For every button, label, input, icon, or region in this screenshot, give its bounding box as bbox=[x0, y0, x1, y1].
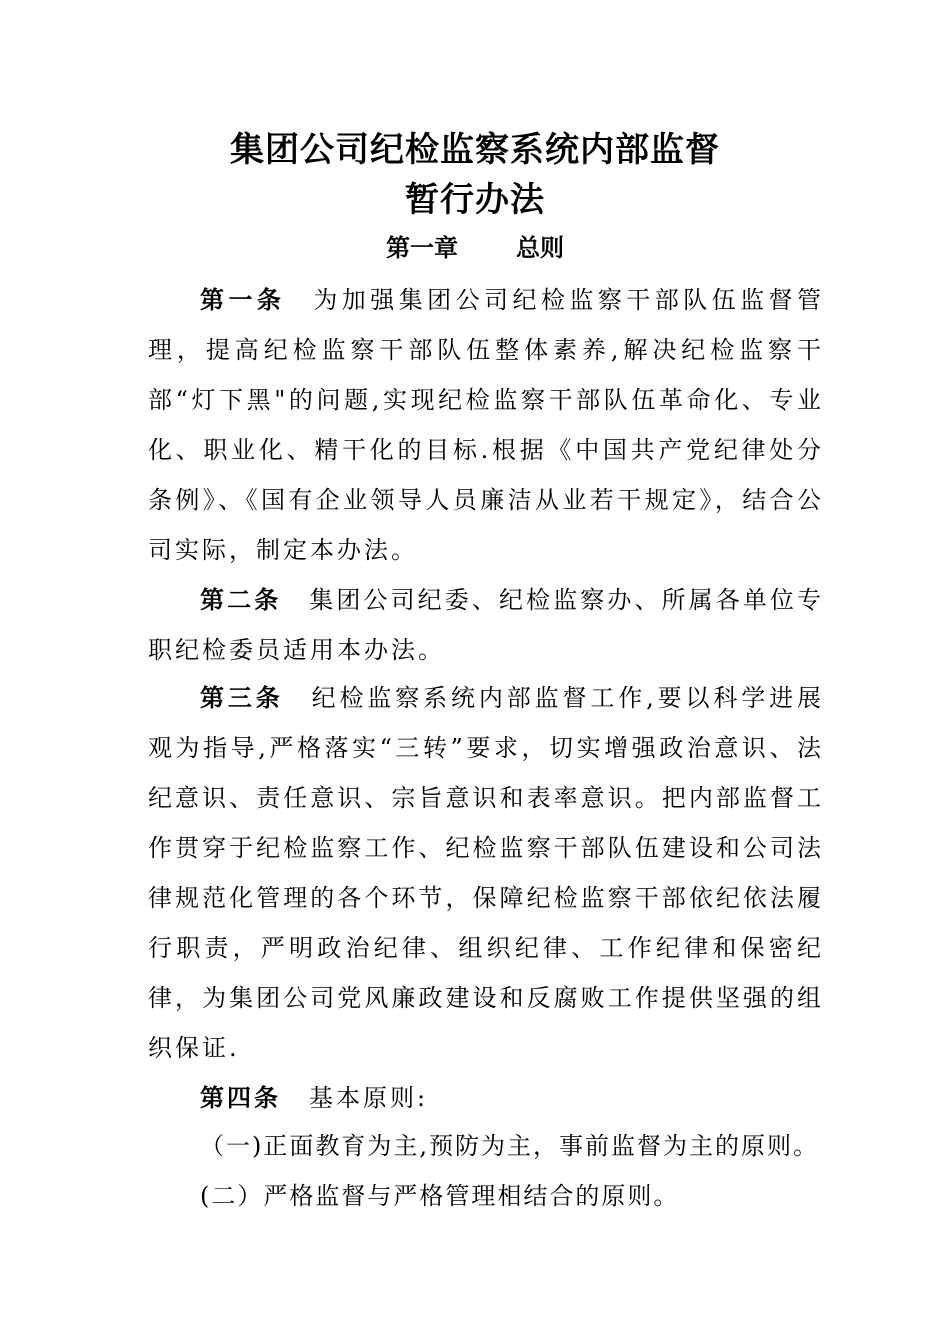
document-title-line-1: 集团公司纪检监察系统内部监督 bbox=[230, 130, 720, 170]
article-heading: 第三条 bbox=[200, 684, 284, 712]
article-3 bbox=[148, 673, 824, 1073]
article-1 bbox=[148, 275, 824, 575]
principle-item-2: (二）严格监督与严格管理相结合的原则。 bbox=[200, 1182, 680, 1210]
chapter-heading bbox=[0, 232, 950, 264]
chapter-name: 总则 bbox=[516, 234, 564, 262]
article-text: 纪检监察系统内部监督工作,要以科学进展观为指导,严格落实“三转”要求，切实增强政治意识、法纪意识、责任意识、宗旨意识和表率意识。把内部监督工作贯穿于纪检监察工作、纪检监察干部队伍建设和公司法律规范化管理的各个环节，保障纪检监察干部依纪依法履行职责，严明政治纪律、组织纪律、工作纪律和保密纪律，为集团公司党风廉政建设和反腐败工作提供坚强的组织保证. bbox=[148, 684, 824, 1062]
chapter-number: 第一章 bbox=[386, 234, 458, 262]
article-2 bbox=[148, 575, 824, 675]
document-title-line-2: 暂行办法 bbox=[405, 180, 545, 220]
article-4 bbox=[148, 1073, 824, 1123]
article-heading: 第一条 bbox=[200, 286, 286, 314]
article-text: 为加强集团公司纪检监察干部队伍监督管理，提高纪检监察干部队伍整体素养,解决纪检监察干部“灯下黑"的问题,实现纪检监察干部队伍革命化、专业化、职业化、精干化的目标.根据《中国共产党纪律处分条例》、《国有企业领导人员廉洁从业若干规定》，结合公司实际，制定本办法。 bbox=[148, 286, 825, 564]
article-text: 基本原则: bbox=[309, 1084, 429, 1112]
article-heading: 第二条 bbox=[200, 586, 282, 614]
article-text: 集团公司纪委、纪检监察办、所属各单位专职纪检委员适用本办法。 bbox=[148, 586, 825, 664]
article-heading: 第四条 bbox=[200, 1084, 281, 1112]
principle-item-1: （一)正面教育为主,预防为主，事前监督为主的原则。 bbox=[200, 1132, 819, 1160]
